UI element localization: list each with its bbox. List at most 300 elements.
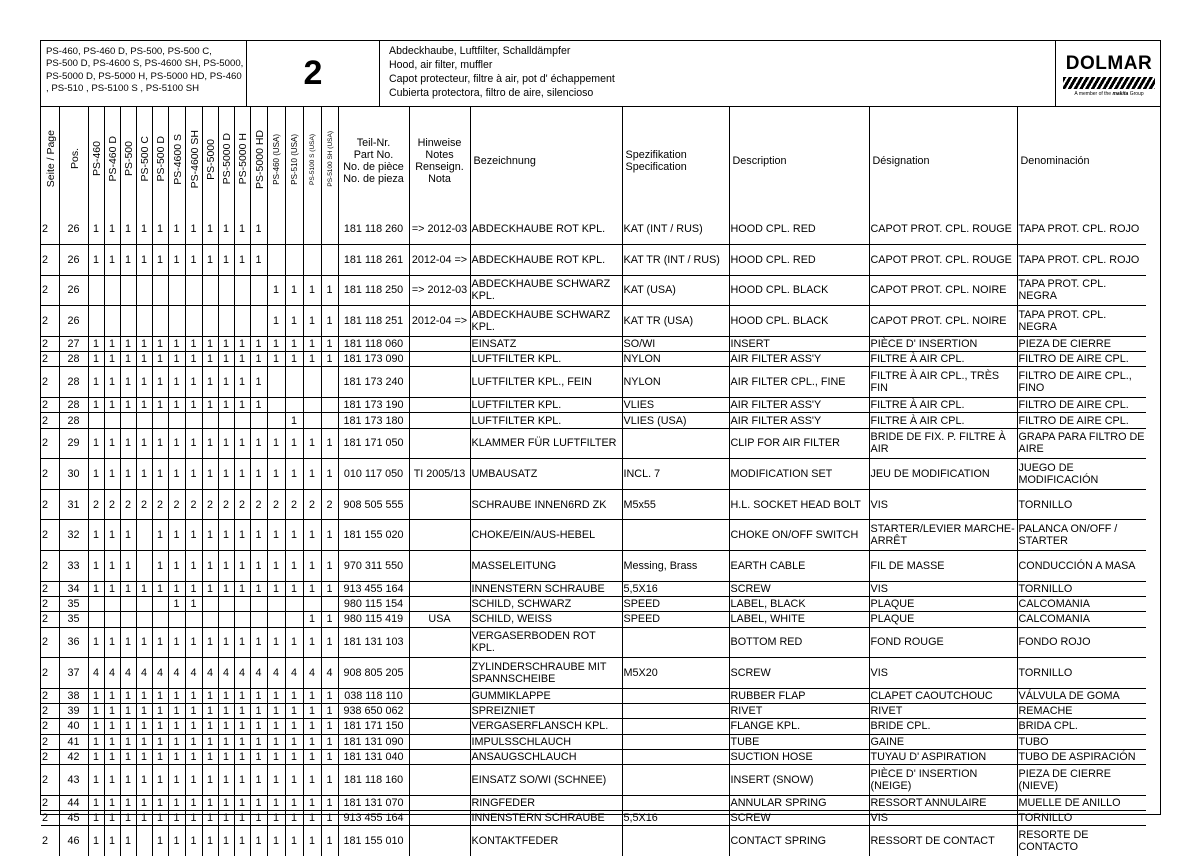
cell-model-qty: 1 xyxy=(321,551,338,582)
cell-model-qty: 1 xyxy=(250,520,267,551)
cell-model-qty: 1 xyxy=(202,367,218,398)
cell-designation: FILTRE À AIR CPL. xyxy=(869,398,1017,413)
cell-model-qty xyxy=(303,214,321,245)
cell-model-qty: 1 xyxy=(250,688,267,703)
cell-model-qty: 1 xyxy=(104,367,120,398)
cell-description: AIR FILTER CPL., FINE xyxy=(729,367,869,398)
cell-model-qty: 1 xyxy=(120,214,136,245)
cell-model-qty: 1 xyxy=(303,520,321,551)
cell-part-number: 181 173 190 xyxy=(338,398,409,413)
cell-model-qty: 1 xyxy=(303,459,321,490)
cell-model-qty: 1 xyxy=(218,581,234,596)
cell-model-qty: 1 xyxy=(152,704,168,719)
cell-model-qty: 4 xyxy=(202,658,218,689)
cell-description: AIR FILTER ASS'Y xyxy=(729,352,869,367)
cell-model-qty: 1 xyxy=(136,367,152,398)
cell-model-qty: 1 xyxy=(250,398,267,413)
cell-model-qty: 1 xyxy=(104,826,120,856)
cell-model-qty xyxy=(185,275,202,306)
cell-model-qty: 1 xyxy=(218,398,234,413)
cell-model-qty: 1 xyxy=(120,428,136,459)
cell-model-qty: 1 xyxy=(234,749,250,764)
table-row xyxy=(41,581,1146,596)
cell-model-qty: 1 xyxy=(88,459,104,490)
cell-pos: 35 xyxy=(59,612,88,627)
cell-model-qty: 1 xyxy=(152,826,168,856)
cell-model-qty xyxy=(104,612,120,627)
cell-model-qty: 1 xyxy=(234,581,250,596)
cell-model-qty: 1 xyxy=(88,214,104,245)
cell-bezeichnung: KONTAKTFEDER xyxy=(470,826,622,856)
section-title xyxy=(380,41,1056,106)
cell-model-qty: 1 xyxy=(285,275,303,306)
cell-model-qty: 1 xyxy=(202,245,218,276)
logo-tagline-brand: makita xyxy=(1112,91,1129,97)
cell-model-qty: 1 xyxy=(185,214,202,245)
cell-bezeichnung: SCHRAUBE INNEN6RD ZK xyxy=(470,489,622,520)
cell-model-qty: 1 xyxy=(321,749,338,764)
cell-description: ANNULAR SPRING xyxy=(729,795,869,810)
cell-page: 2 xyxy=(41,245,59,276)
cell-denominacion: TAPA PROT. CPL. NEGRA xyxy=(1017,306,1146,337)
cell-model-qty xyxy=(267,398,285,413)
cell-model-qty xyxy=(185,413,202,428)
col-part-number-line: No. de pièce xyxy=(343,160,404,173)
cell-model-qty: 1 xyxy=(104,352,120,367)
cell-model-qty: 1 xyxy=(303,336,321,351)
cell-model-qty xyxy=(303,398,321,413)
cell-pos: 36 xyxy=(59,627,88,658)
cell-bezeichnung: INNENSTERN SCHRAUBE xyxy=(470,581,622,596)
cell-specification: M5x55 xyxy=(622,489,729,520)
col-notes xyxy=(409,107,470,214)
cell-model-qty: 1 xyxy=(303,306,321,337)
cell-model-qty xyxy=(285,245,303,276)
cell-bezeichnung: GUMMIKLAPPE xyxy=(470,688,622,703)
cell-designation: CAPOT PROT. CPL. NOIRE xyxy=(869,275,1017,306)
cell-denominacion: PALANCA ON/OFF / STARTER xyxy=(1017,520,1146,551)
cell-model-qty: 1 xyxy=(88,551,104,582)
cell-model-qty: 1 xyxy=(321,275,338,306)
cell-page: 2 xyxy=(41,352,59,367)
cell-bezeichnung: LUFTFILTER KPL., FEIN xyxy=(470,367,622,398)
cell-model-qty xyxy=(267,367,285,398)
cell-model-qty: 4 xyxy=(136,658,152,689)
cell-model-qty: 2 xyxy=(234,489,250,520)
cell-description: BOTTOM RED xyxy=(729,627,869,658)
cell-model-qty: 1 xyxy=(234,719,250,734)
cell-model-qty: 1 xyxy=(136,749,152,764)
cell-model-qty: 1 xyxy=(234,688,250,703)
cell-description: HOOD CPL. RED xyxy=(729,214,869,245)
cell-model-qty: 1 xyxy=(321,306,338,337)
col-model-label: PS-5100 SH (USA) xyxy=(326,131,334,187)
cell-bezeichnung: SCHILD, SCHWARZ xyxy=(470,596,622,611)
cell-model-qty xyxy=(321,413,338,428)
cell-model-qty xyxy=(104,596,120,611)
cell-model-qty: 1 xyxy=(152,765,168,796)
cell-model-qty xyxy=(120,413,136,428)
col-model xyxy=(104,107,120,214)
cell-model-qty: 1 xyxy=(202,214,218,245)
cell-model-qty: 4 xyxy=(303,658,321,689)
cell-model-qty: 1 xyxy=(250,352,267,367)
col-model xyxy=(267,107,285,214)
cell-model-qty: 1 xyxy=(267,719,285,734)
cell-model-qty: 1 xyxy=(267,688,285,703)
cell-pos: 40 xyxy=(59,719,88,734)
cell-model-qty xyxy=(136,826,152,856)
cell-model-qty: 1 xyxy=(303,811,321,826)
cell-specification: M5X20 xyxy=(622,658,729,689)
col-model-label: PS-460 D xyxy=(107,136,119,182)
cell-model-qty: 1 xyxy=(136,688,152,703)
cell-pos: 34 xyxy=(59,581,88,596)
cell-model-qty: 1 xyxy=(104,795,120,810)
cell-model-qty: 1 xyxy=(218,826,234,856)
logo-tagline-prefix: A member of the xyxy=(1074,91,1112,97)
cell-note xyxy=(409,398,470,413)
cell-designation: VIS xyxy=(869,489,1017,520)
cell-model-qty: 1 xyxy=(88,336,104,351)
cell-model-qty: 1 xyxy=(321,734,338,749)
cell-model-qty xyxy=(136,520,152,551)
cell-model-qty xyxy=(202,596,218,611)
cell-model-qty: 1 xyxy=(250,214,267,245)
cell-bezeichnung: ABDECKHAUBE SCHWARZ KPL. xyxy=(470,306,622,337)
cell-model-qty: 1 xyxy=(104,765,120,796)
cell-page: 2 xyxy=(41,306,59,337)
parts-list-sheet xyxy=(40,40,1161,854)
cell-note xyxy=(409,811,470,826)
cell-model-qty: 1 xyxy=(321,811,338,826)
cell-model-qty: 1 xyxy=(285,749,303,764)
cell-model-qty: 1 xyxy=(234,245,250,276)
cell-model-qty xyxy=(234,306,250,337)
cell-model-qty: 1 xyxy=(267,459,285,490)
cell-pos: 28 xyxy=(59,398,88,413)
cell-model-qty: 4 xyxy=(267,658,285,689)
cell-bezeichnung: ABDECKHAUBE ROT KPL. xyxy=(470,245,622,276)
cell-model-qty: 1 xyxy=(168,596,185,611)
table-row xyxy=(41,352,1146,367)
cell-bezeichnung: SPREIZNIET xyxy=(470,704,622,719)
col-model-label: PS-510 (USA) xyxy=(290,133,299,185)
cell-part-number: 181 155 020 xyxy=(338,520,409,551)
col-model-label: PS-4600 SH xyxy=(188,129,201,189)
cell-note xyxy=(409,826,470,856)
cell-model-qty: 1 xyxy=(218,688,234,703)
cell-note xyxy=(409,551,470,582)
cell-model-qty: 1 xyxy=(234,336,250,351)
cell-model-qty: 1 xyxy=(267,520,285,551)
table-row xyxy=(41,612,1146,627)
cell-model-qty xyxy=(285,612,303,627)
cell-pos: 26 xyxy=(59,306,88,337)
cell-model-qty: 1 xyxy=(104,704,120,719)
cell-page: 2 xyxy=(41,688,59,703)
col-model-label: PS-500 xyxy=(123,141,135,177)
cell-model-qty: 1 xyxy=(267,336,285,351)
col-notes-line: Hinweise xyxy=(417,136,462,149)
model-list-line: PS-5000 D, PS-5000 H, PS-5000 HD, PS-460 xyxy=(46,70,242,82)
cell-bezeichnung: EINSATZ SO/WI (SCHNEE) xyxy=(470,765,622,796)
cell-designation: JEU DE MODIFICATION xyxy=(869,459,1017,490)
cell-model-qty xyxy=(285,214,303,245)
cell-specification: KAT TR (INT / RUS) xyxy=(622,245,729,276)
cell-model-qty xyxy=(104,306,120,337)
cell-designation: FOND ROUGE xyxy=(869,627,1017,658)
model-list xyxy=(41,41,247,106)
cell-model-qty: 1 xyxy=(168,581,185,596)
cell-model-qty: 1 xyxy=(234,826,250,856)
cell-model-qty xyxy=(104,413,120,428)
cell-model-qty: 1 xyxy=(104,688,120,703)
table-row xyxy=(41,336,1146,351)
cell-description: FLANGE KPL. xyxy=(729,719,869,734)
cell-model-qty: 1 xyxy=(136,398,152,413)
cell-model-qty: 1 xyxy=(185,336,202,351)
cell-model-qty xyxy=(267,245,285,276)
cell-model-qty: 1 xyxy=(168,214,185,245)
cell-model-qty: 1 xyxy=(168,719,185,734)
col-model xyxy=(250,107,267,214)
cell-model-qty: 2 xyxy=(168,489,185,520)
title-line-fr: Capot protecteur, filtre à air, pot d' échappement xyxy=(389,73,615,85)
cell-model-qty: 1 xyxy=(152,214,168,245)
cell-model-qty: 2 xyxy=(152,489,168,520)
table-row xyxy=(41,765,1146,796)
cell-model-qty: 1 xyxy=(250,704,267,719)
cell-model-qty: 1 xyxy=(168,826,185,856)
cell-model-qty: 1 xyxy=(202,459,218,490)
cell-model-qty xyxy=(120,306,136,337)
cell-denominacion: BRIDA CPL. xyxy=(1017,719,1146,734)
cell-part-number: 181 118 060 xyxy=(338,336,409,351)
cell-model-qty xyxy=(234,413,250,428)
cell-specification: Messing, Brass xyxy=(622,551,729,582)
cell-model-qty xyxy=(120,596,136,611)
cell-description: CONTACT SPRING xyxy=(729,826,869,856)
cell-model-qty: 1 xyxy=(285,719,303,734)
cell-model-qty: 1 xyxy=(267,581,285,596)
cell-denominacion: PIEZA DE CIERRE xyxy=(1017,336,1146,351)
cell-note xyxy=(409,336,470,351)
cell-model-qty: 1 xyxy=(136,245,152,276)
cell-bezeichnung: RINGFEDER xyxy=(470,795,622,810)
cell-model-qty: 1 xyxy=(250,749,267,764)
cell-model-qty: 1 xyxy=(185,719,202,734)
cell-model-qty: 1 xyxy=(202,352,218,367)
cell-model-qty: 1 xyxy=(168,551,185,582)
cell-model-qty: 1 xyxy=(303,428,321,459)
cell-model-qty: 1 xyxy=(185,581,202,596)
cell-model-qty: 1 xyxy=(136,459,152,490)
cell-bezeichnung: MASSELEITUNG xyxy=(470,551,622,582)
cell-model-qty: 1 xyxy=(104,734,120,749)
cell-model-qty: 1 xyxy=(104,749,120,764)
cell-denominacion: CALCOMANIA xyxy=(1017,612,1146,627)
cell-model-qty: 1 xyxy=(185,795,202,810)
cell-part-number: 181 118 261 xyxy=(338,245,409,276)
cell-model-qty: 1 xyxy=(321,826,338,856)
cell-model-qty: 4 xyxy=(185,658,202,689)
cell-part-number: 181 171 050 xyxy=(338,428,409,459)
cell-model-qty: 1 xyxy=(303,551,321,582)
cell-model-qty: 1 xyxy=(321,627,338,658)
col-model-label: PS-500 D xyxy=(155,136,167,182)
cell-model-qty: 1 xyxy=(267,734,285,749)
col-pos-label: Pos. xyxy=(68,148,81,170)
cell-part-number: 980 115 154 xyxy=(338,596,409,611)
cell-model-qty xyxy=(234,612,250,627)
cell-model-qty: 1 xyxy=(88,428,104,459)
cell-model-qty: 1 xyxy=(120,749,136,764)
cell-page: 2 xyxy=(41,658,59,689)
cell-model-qty: 1 xyxy=(152,811,168,826)
cell-designation: BRIDE DE FIX. P. FILTRE À AIR xyxy=(869,428,1017,459)
cell-model-qty: 1 xyxy=(152,428,168,459)
cell-designation: TUYAU D' ASPIRATION xyxy=(869,749,1017,764)
cell-model-qty: 1 xyxy=(168,765,185,796)
cell-model-qty: 4 xyxy=(88,658,104,689)
cell-model-qty: 1 xyxy=(88,520,104,551)
cell-model-qty: 1 xyxy=(120,795,136,810)
cell-model-qty xyxy=(303,245,321,276)
cell-model-qty xyxy=(152,596,168,611)
cell-model-qty: 1 xyxy=(303,612,321,627)
cell-model-qty: 1 xyxy=(234,352,250,367)
cell-model-qty: 2 xyxy=(303,489,321,520)
cell-model-qty: 1 xyxy=(88,688,104,703)
cell-description: RUBBER FLAP xyxy=(729,688,869,703)
cell-description: SCREW xyxy=(729,581,869,596)
cell-pos: 38 xyxy=(59,688,88,703)
cell-note: => 2012-03 xyxy=(409,275,470,306)
cell-specification: NYLON xyxy=(622,367,729,398)
cell-page: 2 xyxy=(41,551,59,582)
cell-model-qty: 1 xyxy=(136,795,152,810)
cell-model-qty xyxy=(152,612,168,627)
cell-description: H.L. SOCKET HEAD BOLT xyxy=(729,489,869,520)
cell-bezeichnung: CHOKE/EIN/AUS-HEBEL xyxy=(470,520,622,551)
cell-designation: FILTRE À AIR CPL. xyxy=(869,352,1017,367)
cell-model-qty: 1 xyxy=(285,795,303,810)
cell-model-qty xyxy=(185,306,202,337)
col-description: Description xyxy=(729,107,869,214)
cell-model-qty: 1 xyxy=(303,704,321,719)
cell-model-qty: 1 xyxy=(168,520,185,551)
cell-model-qty: 1 xyxy=(285,520,303,551)
cell-model-qty: 1 xyxy=(120,520,136,551)
cell-model-qty: 1 xyxy=(185,749,202,764)
cell-model-qty: 1 xyxy=(104,398,120,413)
cell-model-qty: 1 xyxy=(285,826,303,856)
cell-model-qty: 1 xyxy=(152,581,168,596)
cell-model-qty xyxy=(321,398,338,413)
cell-part-number: 181 131 070 xyxy=(338,795,409,810)
cell-specification: KAT TR (USA) xyxy=(622,306,729,337)
cell-model-qty xyxy=(321,214,338,245)
cell-pos: 28 xyxy=(59,367,88,398)
cell-model-qty xyxy=(267,413,285,428)
cell-note xyxy=(409,734,470,749)
cell-model-qty xyxy=(88,596,104,611)
cell-model-qty: 1 xyxy=(285,734,303,749)
cell-denominacion: TUBO DE ASPIRACIÓN xyxy=(1017,749,1146,764)
cell-model-qty xyxy=(136,306,152,337)
cell-model-qty: 1 xyxy=(321,428,338,459)
cell-model-qty xyxy=(88,413,104,428)
col-model-label: PS-4600 S xyxy=(171,133,184,185)
cell-model-qty: 1 xyxy=(234,765,250,796)
cell-model-qty: 1 xyxy=(152,367,168,398)
cell-part-number: 181 173 090 xyxy=(338,352,409,367)
col-model xyxy=(120,107,136,214)
cell-part-number: 010 117 050 xyxy=(338,459,409,490)
cell-denominacion: FILTRO DE AIRE CPL., FINO xyxy=(1017,367,1146,398)
cell-page: 2 xyxy=(41,612,59,627)
col-model xyxy=(152,107,168,214)
cell-model-qty: 1 xyxy=(136,765,152,796)
cell-model-qty: 4 xyxy=(250,658,267,689)
cell-model-qty xyxy=(267,612,285,627)
cell-model-qty: 2 xyxy=(120,489,136,520)
cell-model-qty: 1 xyxy=(218,214,234,245)
cell-model-qty: 1 xyxy=(185,367,202,398)
cell-model-qty: 1 xyxy=(136,428,152,459)
dolmar-logo xyxy=(1056,41,1162,106)
cell-model-qty xyxy=(136,413,152,428)
table-row xyxy=(41,367,1146,398)
cell-model-qty xyxy=(202,306,218,337)
cell-model-qty: 1 xyxy=(104,719,120,734)
cell-model-qty: 4 xyxy=(152,658,168,689)
cell-designation: PIÈCE D' INSERTION xyxy=(869,336,1017,351)
cell-model-qty: 1 xyxy=(267,811,285,826)
cell-model-qty: 1 xyxy=(267,352,285,367)
cell-model-qty: 1 xyxy=(202,749,218,764)
cell-note xyxy=(409,704,470,719)
cell-model-qty: 1 xyxy=(234,795,250,810)
cell-model-qty: 1 xyxy=(321,704,338,719)
cell-model-qty: 1 xyxy=(88,704,104,719)
cell-specification: VLIES xyxy=(622,398,729,413)
col-model-label: PS-5000 HD xyxy=(253,129,266,189)
cell-page: 2 xyxy=(41,596,59,611)
cell-model-qty xyxy=(321,245,338,276)
cell-model-qty: 1 xyxy=(120,398,136,413)
cell-model-qty: 1 xyxy=(168,352,185,367)
cell-model-qty: 1 xyxy=(136,336,152,351)
cell-part-number: 181 118 160 xyxy=(338,765,409,796)
cell-model-qty: 1 xyxy=(250,459,267,490)
cell-model-qty: 1 xyxy=(152,352,168,367)
cell-specification: 5,5X16 xyxy=(622,581,729,596)
cell-description: LABEL, WHITE xyxy=(729,612,869,627)
cell-model-qty: 1 xyxy=(202,719,218,734)
cell-model-qty: 1 xyxy=(185,459,202,490)
cell-model-qty: 1 xyxy=(185,734,202,749)
cell-model-qty: 1 xyxy=(136,581,152,596)
cell-model-qty: 1 xyxy=(185,811,202,826)
cell-denominacion: MUELLE DE ANILLO xyxy=(1017,795,1146,810)
cell-model-qty xyxy=(218,306,234,337)
cell-part-number: 980 115 419 xyxy=(338,612,409,627)
cell-model-qty xyxy=(218,413,234,428)
cell-bezeichnung: UMBAUSATZ xyxy=(470,459,622,490)
cell-model-qty: 2 xyxy=(185,489,202,520)
